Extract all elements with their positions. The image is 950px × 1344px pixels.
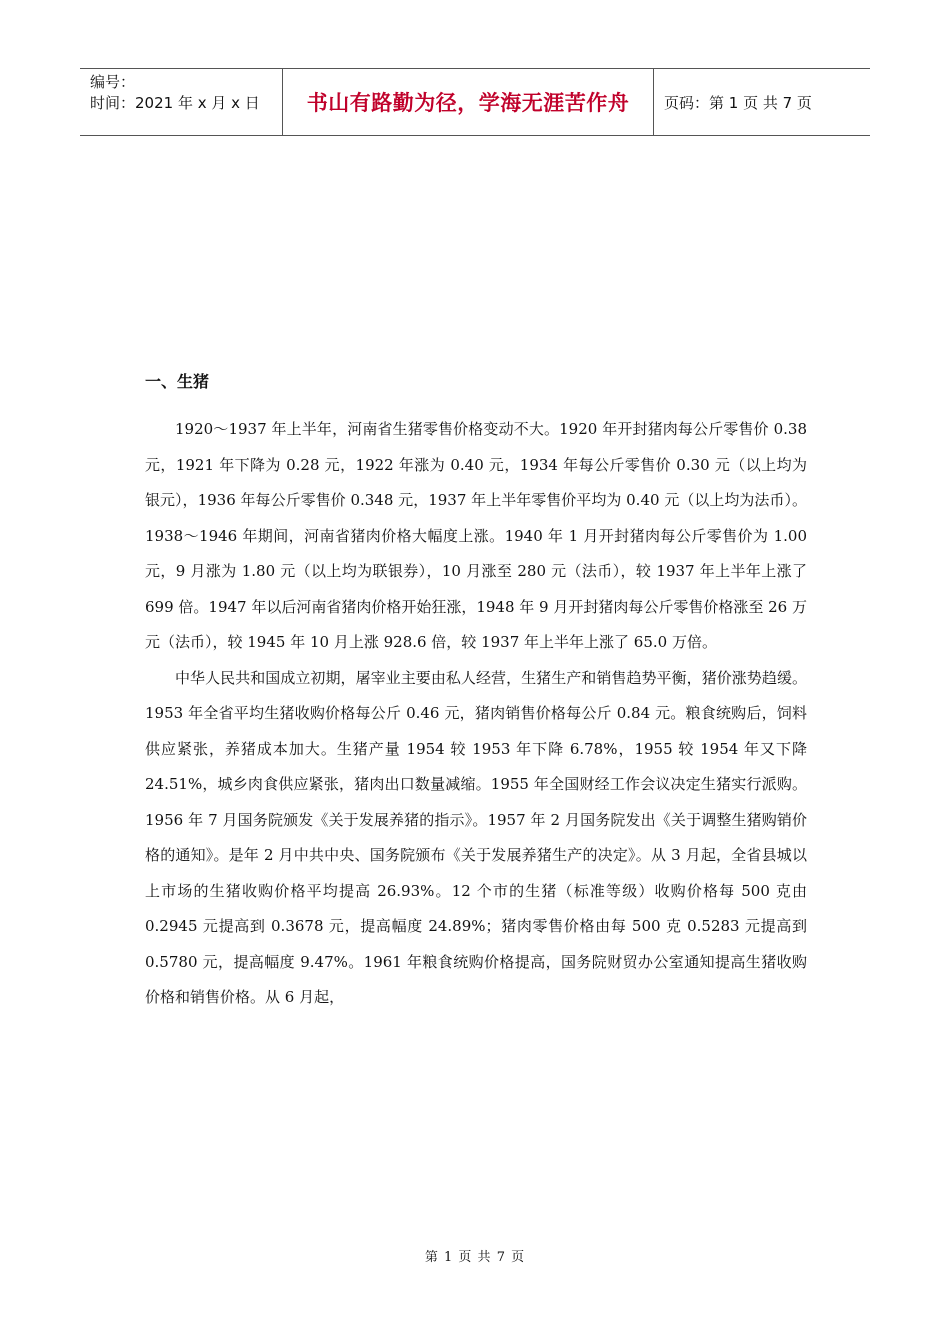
header-meta [80, 69, 282, 135]
section-title: 一、生猪 [145, 372, 210, 391]
body-paragraph: 1920～1937 年上半年，河南省生猪零售价格变动不大。1920 年开封猪肉每公斤零售价 0.38 元，1921 年下降为 0.28 元，1922 年涨为 0.40 元，1934 年每公斤零售价 0.30 元（以上均为银元），1936 年每公斤零售价 0.348 元，1937 年上半年零售价平均为 0.40 元（以上均为法币）。1938～1946 年期间，河南省猪肉价格大幅度上涨。1940 年 1 月开封猪肉每公斤零售价为 1.00 元，9 月涨为 1.80 元（以上均为联银券），10 月涨至 280 元（法币），较 1937 年上半年上涨了 699 倍。1947 年以后河南省猪肉价格开始狂涨，1948 年 9 月开封猪肉每公斤零售价格涨至 26 万元（法币），较 1945 年 10 月上涨 928.6 倍，较 1937 年上半年上涨了 65.0 万倍。 [145, 420, 807, 651]
document-number-label: 编号： [90, 73, 136, 91]
document-body [145, 368, 807, 1016]
document-time-label: 时间：2021 年 x 月 x 日 [90, 94, 260, 112]
header-motto: 书山有路勤为径，学海无涯苦作舟 [306, 91, 630, 115]
page-header [80, 68, 870, 136]
header-motto-cell [282, 69, 654, 135]
page-footer: 第 1 页 共 7 页 [424, 1250, 526, 1265]
header-page-code: 页码：第 1 页 共 7 页 [664, 93, 812, 112]
body-paragraph: 中华人民共和国成立初期，屠宰业主要由私人经营，生猪生产和销售趋势平衡，猪价涨势趋缓。1953 年全省平均生猪收购价格每公斤 0.46 元，猪肉销售价格每公斤 0.84 元。粮食统购后，饲料供应紧张，养猪成本加大。生猪产量 1954 较 1953 年下降 6.78%，1955 较 1954 年又下降 24.51%，城乡肉食供应紧张，猪肉出口数量减缩。1955 年全国财经工作会议决定生猪实行派购。1956 年 7 月国务院颁发《关于发展养猪的指示》。1957 年 2 月国务院发出《关于调整生猪购销价格的通知》。是年 2 月中共中央、国务院颁布《关于发展养猪生产的决定》。从 3 月起，全省县城以上市场的生猪收购价格平均提高 26.93%。12 个市的生猪（标准等级）收购价格每 500 克由 0.2945 元提高到 0.3678 元，提高幅度 24.89%；猪肉零售价格由每 500 克 0.5283 元提高到 0.5780 元，提高幅度 9.47%。1961 年粮食统购价格提高，国务院财贸办公室通知提高生猪收购价格和销售价格。从 6 月起， [145, 668, 807, 1006]
